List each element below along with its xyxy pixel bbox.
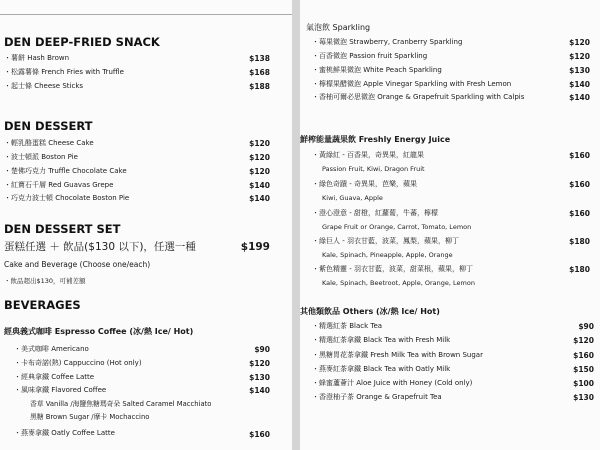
others-section-title: 其他類飲品 Others (冰/熱 Ice/ Hot) <box>300 307 440 316</box>
menu-item-name: ・綠色奇蹟 - 奇異果，芭樂，蘋果 <box>312 180 417 188</box>
menu-item-name: ・巧克力波士頓 Chocolate Boston Pie <box>4 194 130 202</box>
juice-section-title: 鮮榨能量蔬果飲 Freshly Energy Juice <box>300 135 451 144</box>
menu-item-name: ・紅寶石千層 Red Guavas Grepe <box>4 181 114 189</box>
menu-item-name: ・燕麥拿鐵 Oatly Coffee Latte <box>14 429 115 437</box>
flavor-options: 黑糖 Brown Sugar /摩卡 Mochaccino <box>30 413 150 421</box>
dessert-set-subtitle: Cake and Beverage (Choose one/each) <box>4 260 151 269</box>
menu-item-name: ・黑糖胃花茶拿鐵 Fresh Milk Tea with Brown Sugar <box>312 351 483 359</box>
menu-item-name: ・楚佛巧克力 Truffle Chocolate Cake <box>4 167 127 175</box>
menu-item-name: ・莓果微泡 Strawberry, Cranberry Sparkling <box>312 38 463 46</box>
menu-item-ingredients: Kale, Spinach, Pineapple, Apple, Orange <box>322 251 453 259</box>
menu-item-name: ・精選紅茶拿鐵 Black Tea with Fresh Milk <box>312 336 451 344</box>
menu-item-price: $160 <box>573 351 594 360</box>
menu-item-name: ・波士頓派 Boston Pie <box>4 153 78 161</box>
menu-item-price: $140 <box>249 386 270 395</box>
dessert-set-note: ・飲品超出$130，可補差額 <box>4 277 86 285</box>
menu-item-price: $160 <box>249 430 270 439</box>
dessert-set-title: DEN DESSERT SET <box>4 222 121 236</box>
flavor-options: 香草 Vanilla /海鹽焦糖瑪奇朵 Salted Caramel Macchiato <box>30 400 212 408</box>
menu-item-ingredients: Passion Fruit, Kiwi, Dragon Fruit <box>322 165 425 173</box>
snack-section-title: DEN DEEP-FRIED SNACK <box>4 35 160 49</box>
dessert-section-title: DEN DESSERT <box>4 119 93 133</box>
menu-item-name: ・百香微泡 Passion fruit Sparkling <box>312 52 428 60</box>
menu-item-name: ・香柚可爾必思微泡 Orange & Grapefruit Sparkling with Calpis <box>312 93 525 101</box>
menu-item-price: $100 <box>573 379 594 388</box>
menu-item-name: ・松露薯條 French Fries with Truffle <box>4 68 124 76</box>
menu-item-ingredients: Kale, Spinach, Beetroot, Apple, Orange, Lemon <box>322 279 475 287</box>
menu-item-price: $120 <box>573 336 594 345</box>
menu-item-price: $180 <box>569 237 590 246</box>
menu-item-name: ・紫色精靈 - 羽衣甘藍，波菜，甜菜根，蘋果，柳丁 <box>312 265 473 273</box>
menu-item-price: $120 <box>569 52 590 61</box>
menu-item-ingredients: Kiwi, Guava, Apple <box>322 194 383 202</box>
menu-item-name: ・綠巨人 - 羽衣甘藍，波菜，鳳梨，蘋果，柳丁 <box>312 237 459 245</box>
menu-item-price: $130 <box>573 393 594 402</box>
left-menu-page <box>0 0 292 450</box>
menu-item-price: $168 <box>249 68 270 77</box>
menu-item-price: $90 <box>254 345 270 354</box>
top-rule <box>0 14 292 15</box>
menu-item-price: $140 <box>569 80 590 89</box>
menu-item-price: $120 <box>249 153 270 162</box>
menu-item-name: ・風味拿鐵 Flavored Coffee <box>14 386 107 394</box>
menu-item-price: $120 <box>249 167 270 176</box>
menu-item-name: ・美式咖啡 Americano <box>14 345 89 353</box>
menu-item-name: ・香澄柚子茶 Orange & Grapefruit Tea <box>312 393 442 401</box>
menu-item-price: $160 <box>569 180 590 189</box>
menu-item-name: ・蜜桃鮮果微泡 White Peach Sparkling <box>312 66 442 74</box>
menu-item-price: $138 <box>249 54 270 63</box>
menu-item-name: ・燕麥紅茶拿鐵 Black Tea with Oatly Milk <box>312 365 451 373</box>
menu-item-name: ・精選紅茶 Black Tea <box>312 322 383 330</box>
menu-item-name: ・澄心澄意 - 甜橙，紅蘿蔔，牛蕃，檸檬 <box>312 209 438 217</box>
menu-item-ingredients: Grape Fruit or Orange, Carrot, Tomato, Lemon <box>322 223 472 231</box>
dessert-set-price: $199 <box>240 241 270 253</box>
menu-item-name: ・經典拿鐵 Coffee Latte <box>14 373 95 381</box>
sparkling-section-title: 氣泡飲 Sparkling <box>306 23 371 32</box>
menu-item-price: $120 <box>249 139 270 148</box>
menu-item-price: $150 <box>573 365 594 374</box>
menu-item-name: ・卡布奇諾(熱) Cappuccino (Hot only) <box>14 359 142 367</box>
menu-item-name: ・蜂蜜蘆薈汁 Aloe Juice with Honey (Cold only) <box>312 379 473 387</box>
menu-item-price: $140 <box>249 181 270 190</box>
page-gutter <box>292 0 300 450</box>
menu-item-price: $180 <box>569 265 590 274</box>
menu-item-price: $120 <box>249 359 270 368</box>
dessert-set-offer: 蛋糕任選 ＋ 飲品($130 以下)，任選一種 <box>4 241 196 253</box>
menu-item-price: $130 <box>249 373 270 382</box>
menu-item-name: ・起士條 Cheese Sticks <box>4 82 84 90</box>
menu-item-price: $90 <box>578 322 594 331</box>
menu-item-name: ・檸檬果醋微泡 Apple Vinegar Sparkling with Fresh Lemon <box>312 80 512 88</box>
menu-item-name: ・黃綠紅 - 百香果，奇異果，紅龍果 <box>312 151 424 159</box>
menu-item-name: ・薯餅 Hash Brown <box>4 54 70 62</box>
espresso-group-title: 經典義式咖啡 Espresso Coffee (冰/熱 Ice/ Hot) <box>4 327 194 336</box>
menu-item-price: $160 <box>569 151 590 160</box>
menu-item-price: $160 <box>569 209 590 218</box>
menu-item-price: $140 <box>249 194 270 203</box>
menu-item-name: ・輕乳酪蛋糕 Cheese Cake <box>4 139 94 147</box>
menu-item-price: $188 <box>249 82 270 91</box>
right-menu-page <box>300 0 600 450</box>
menu-item-price: $120 <box>569 38 590 47</box>
menu-item-price: $130 <box>569 66 590 75</box>
menu-item-price: $140 <box>569 93 590 102</box>
beverages-section-title: BEVERAGES <box>4 298 81 312</box>
